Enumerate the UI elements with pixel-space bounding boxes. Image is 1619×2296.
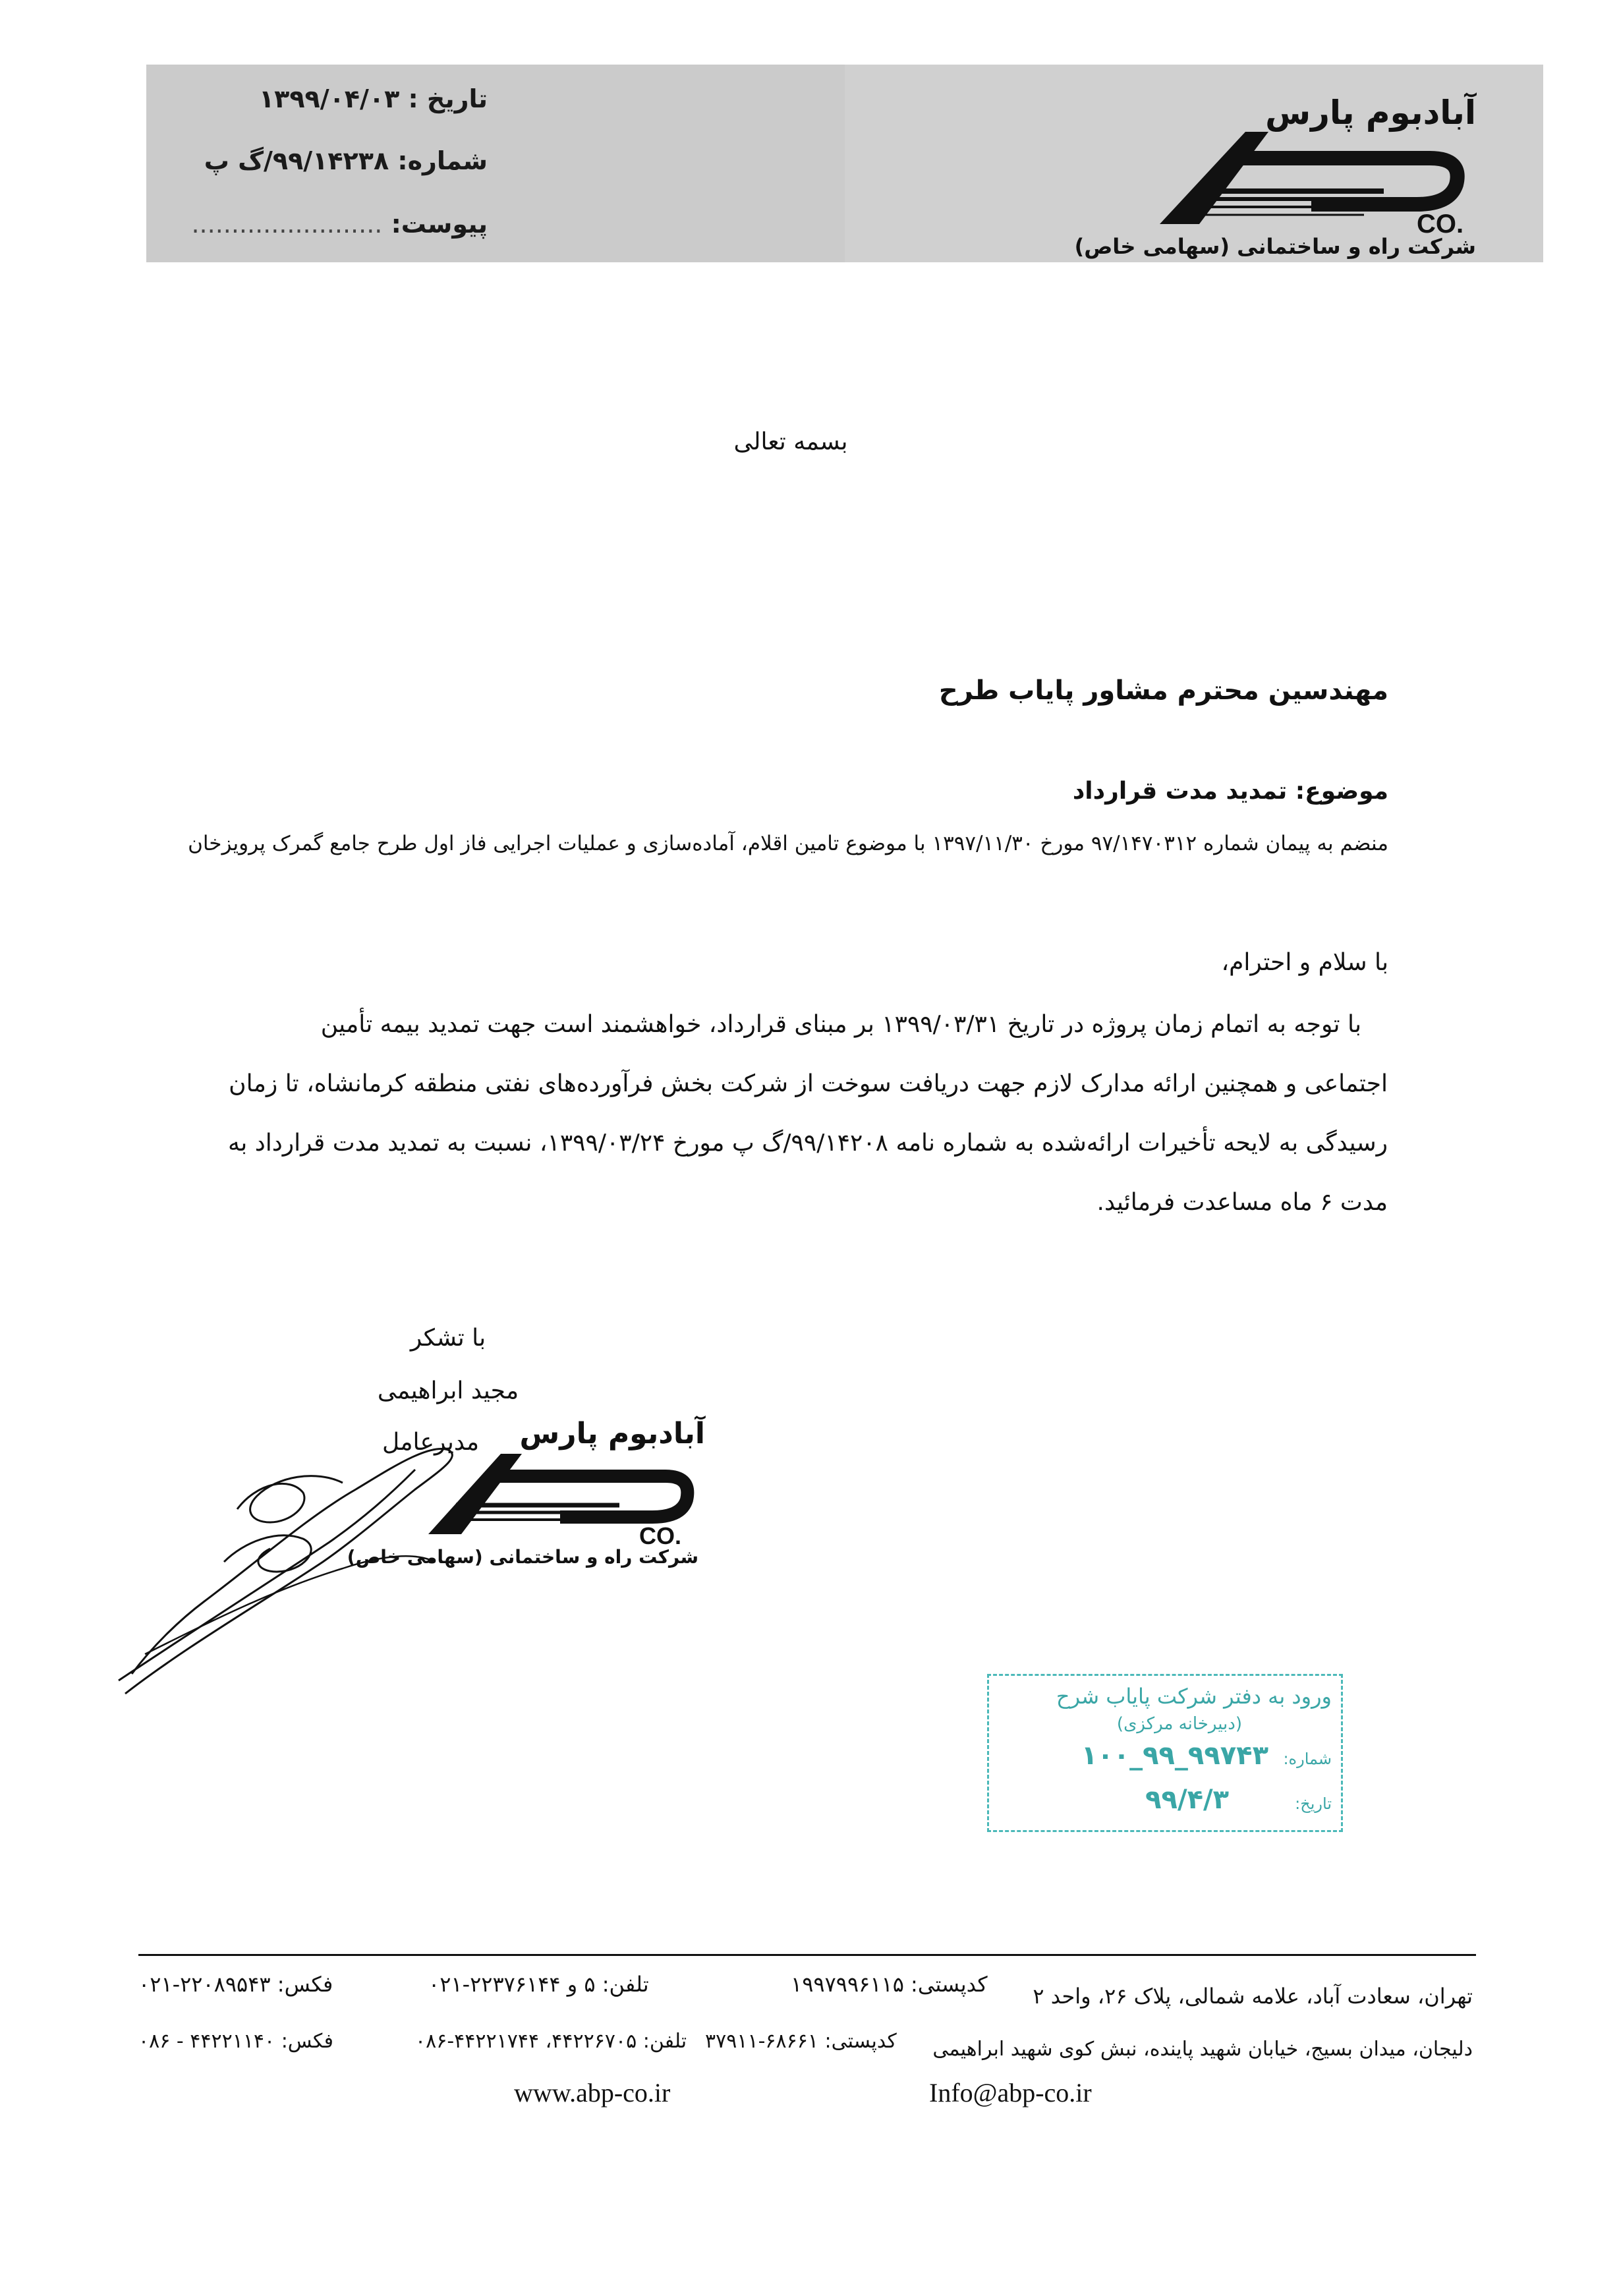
body-line: اجتماعی و همچنین ارائه مدارک لازم جهت دریافت سوخت از شرکت بخش فرآورده‌های نفتی منطقه کرمانشاه، تا زمان (229, 1070, 1388, 1097)
subject-label: موضوع: (1295, 778, 1388, 805)
date-value: ۱۳۹۹/۰۴/۰۳ (258, 84, 400, 113)
website-link[interactable]: www.abp-co.ir (514, 2078, 671, 2108)
header-logo (1074, 92, 1483, 259)
number-value: ۹۹/۱۴۲۳۸/گ پ (204, 146, 389, 175)
greeting: با سلام و احترام، (1221, 949, 1388, 976)
stamp-number-value: ۱۰۰_۹۹_۹۹۷۴۳ (1081, 1740, 1268, 1771)
body-paragraph (149, 995, 1388, 1232)
attachment-row (191, 210, 488, 239)
subject-text: تمدید مدت قرارداد (1072, 778, 1288, 805)
delijan-fax: فکس: ۴۴۲۲۱۱۴۰ - ۰۸۶ (138, 2030, 333, 2053)
delijan-phone: تلفن: ۴۴۲۲۶۷۰۵، ۴۴۲۲۱۷۴۴-۰۸۶ (415, 2030, 687, 2053)
recipient: مهندسین محترم مشاور پایاب طرح (938, 675, 1388, 706)
number-row (173, 146, 488, 175)
email-link[interactable]: Info@abp-co.ir (929, 2078, 1092, 2108)
subject-detail: منضم به پیمان شماره ۹۷/۱۴۷۰۳۱۲ مورخ ۱۳۹۷/۱۱/۳۰ با موضوع تامین اقلام، آماده‌سازی و عملیات اجرایی فاز اول طرح جامع گمرک پرویزخان (188, 832, 1388, 855)
tehran-postal: کدپستی: ۱۹۹۷۹۹۶۱۱۵ (791, 1972, 988, 1997)
attachment-value: ........................ (191, 210, 383, 239)
body-line: مدت ۶ ماه مساعدت فرمائید. (1096, 1189, 1388, 1216)
body-line: با توجه به اتمام زمان پروژه در تاریخ ۱۳۹۹/۰۳/۳۱ بر مبنای قرارداد، خواهشمند است جهت تمدید بیمه تأمین (320, 1011, 1361, 1038)
tehran-address: تهران، سعادت آباد، علامه شمالی، پلاک ۲۶، واحد ۲ (1033, 1984, 1473, 2009)
signer-title: مدیرعامل (382, 1429, 480, 1456)
stamp-line1: ورود به دفتر شرکت پایاب شرح (1056, 1684, 1332, 1709)
tehran-phone: تلفن: ۵ و ۲۲۳۷۶۱۴۴-۰۲۱ (428, 1972, 649, 1997)
stamp-logo-co: CO. (639, 1522, 682, 1549)
stamp-date-value: ۹۹/۴/۳ (1145, 1785, 1229, 1815)
stamp-logo-company: شرکت راه و ساختمانی (سهامی خاص) (347, 1546, 698, 1568)
receipt-stamp (987, 1674, 1343, 1832)
delijan-postal: کدپستی: ۶۸۶۶۱-۳۷۹۱۱ (705, 2030, 897, 2053)
date-row (224, 84, 488, 113)
footer-divider (138, 1954, 1476, 1956)
number-label: شماره: (397, 146, 488, 175)
attachment-label: پیوست: (391, 210, 488, 239)
date-label: تاریخ : (408, 84, 488, 113)
closing: با تشکر (410, 1325, 486, 1352)
stamp-logo-brand: آبادبوم پارس (519, 1417, 705, 1450)
handwritten-signature (105, 1430, 474, 1707)
logo-company: شرکت راه و ساختمانی (سهامی خاص) (1074, 234, 1476, 259)
body-line: رسیدگی به لایحه تأخیرات ارائه‌شده به شماره نامه ۹۹/۱۴۲۰۸/گ پ مورخ ۱۳۹۹/۰۳/۲۴، نسبت به تمدید مدت قرارداد به (227, 1130, 1388, 1157)
stamp-number-label: شماره: (1283, 1750, 1332, 1768)
stamp-line2: (دبیرخانه مرکزی) (1116, 1714, 1242, 1734)
signer-name: مجید ابراهیمی (377, 1377, 519, 1404)
logo-co: CO. (1417, 210, 1464, 239)
stamp-date-label: تاریخ: (1295, 1794, 1332, 1813)
tehran-fax: فکس: ۲۲۰۸۹۵۴۳-۰۲۱ (138, 1972, 333, 1997)
invocation: بسمه تعالی (733, 428, 848, 455)
subject-row (1073, 778, 1388, 805)
logo-brand: آبادبوم پارس (1265, 94, 1476, 132)
delijan-address: دلیجان، میدان بسیج، خیابان شهید پاینده، نبش کوی شهید ابراهیمی (932, 2038, 1473, 2061)
